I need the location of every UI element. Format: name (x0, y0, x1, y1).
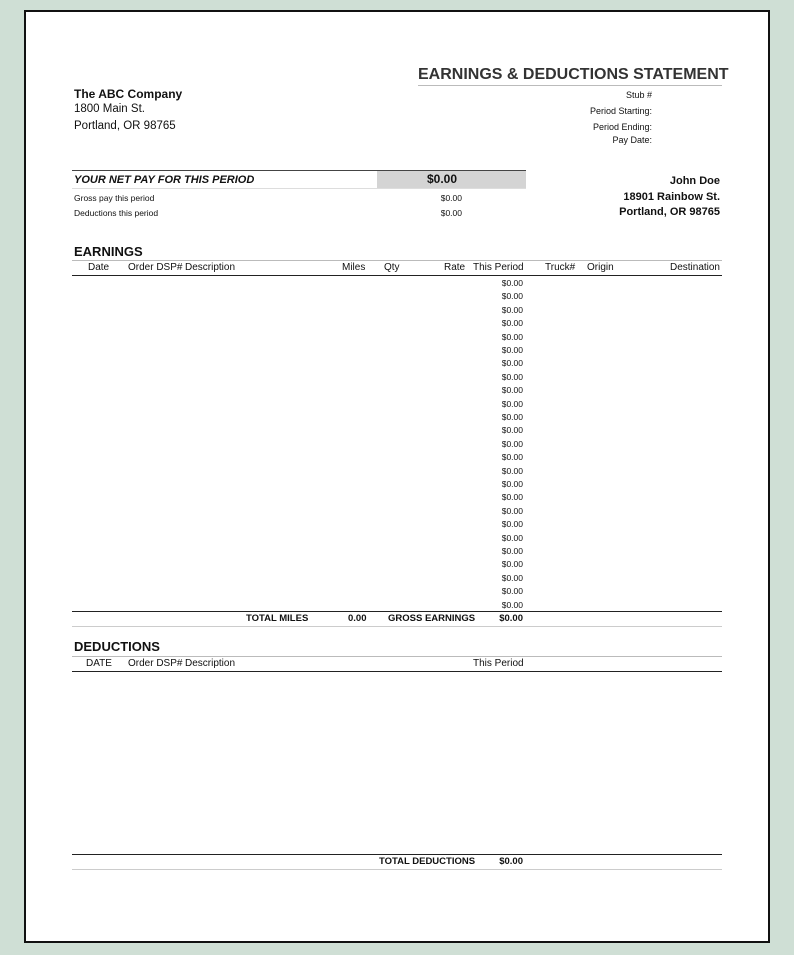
net-pay-value: $0.00 (426, 172, 458, 186)
title-divider (418, 85, 722, 86)
earnings-header-bottom-rule (72, 275, 722, 276)
company-address-line1: 1800 Main St. (74, 103, 145, 115)
deductions-period-value: $0.00 (440, 208, 462, 218)
earnings-this-period-amount: $0.00 (501, 345, 523, 355)
earnings-col-date: Date (88, 262, 110, 273)
earnings-total-bottom-rule (72, 626, 722, 627)
total-deductions-label: TOTAL DEDUCTIONS (379, 856, 476, 867)
statement-title: EARNINGS & DEDUCTIONS STATEMENT (418, 66, 729, 83)
earnings-this-period-amount: $0.00 (501, 278, 523, 288)
deductions-total-top-rule (72, 854, 722, 855)
earnings-this-period-amount: $0.00 (501, 559, 523, 570)
earnings-this-period-amount: $0.00 (501, 291, 523, 302)
earnings-this-period-amount: $0.00 (501, 532, 523, 543)
earnings-this-period-amount: $0.00 (501, 586, 523, 597)
earnings-header-top-rule (72, 260, 722, 261)
earnings-this-period-amount: $0.00 (501, 398, 523, 409)
employee-address-line1: 18901 Rainbow St. (623, 191, 720, 203)
earnings-col-miles: Miles (342, 262, 366, 273)
gross-earnings-label: GROSS EARNINGS (388, 613, 476, 624)
gross-pay-label: Gross pay this period (74, 193, 155, 203)
earnings-this-period-amount: $0.00 (501, 358, 523, 369)
total-miles-label: TOTAL MILES (246, 613, 309, 624)
earnings-this-period-amount: $0.00 (501, 465, 523, 476)
earnings-this-period-amount: $0.00 (501, 331, 523, 342)
earnings-col-destination: Destination (669, 262, 720, 273)
earnings-this-period-amount: $0.00 (501, 425, 523, 436)
earnings-this-period-amount: $0.00 (501, 385, 523, 396)
earnings-col-order: Order DSP# (128, 262, 183, 273)
total-miles-value: 0.00 (348, 613, 367, 624)
pay-date-label: Pay Date: (612, 135, 652, 145)
deductions-header-bottom-rule (72, 671, 722, 672)
earnings-this-period-amount: $0.00 (501, 452, 523, 463)
earnings-col-this-period: This Period (473, 262, 524, 273)
deductions-col-order: Order DSP# (128, 658, 183, 669)
stub-number-label: Stub # (625, 90, 652, 100)
total-deductions-value: $0.00 (499, 856, 523, 867)
earnings-this-period-amount: $0.00 (501, 479, 523, 489)
period-ending-label: Period Ending: (592, 122, 652, 132)
deductions-period-label: Deductions this period (74, 208, 159, 218)
earnings-this-period-amount: $0.00 (501, 438, 523, 449)
pay-stub-sheet (24, 10, 770, 943)
deductions-total-bottom-rule (72, 869, 722, 870)
period-starting-label: Period Starting: (589, 106, 652, 116)
earnings-this-period-amount: $0.00 (501, 318, 523, 329)
earnings-col-origin: Origin (587, 262, 614, 273)
earnings-this-period-amount: $0.00 (501, 519, 523, 530)
employee-address-line2: Portland, OR 98765 (619, 206, 720, 218)
earnings-col-description: Description (185, 262, 236, 273)
company-address-line2: Portland, OR 98765 (74, 120, 176, 132)
earnings-this-period-amount: $0.00 (501, 371, 523, 382)
net-pay-label: YOUR NET PAY FOR THIS PERIOD (74, 174, 255, 186)
earnings-section-title: EARNINGS (74, 244, 143, 259)
company-name: The ABC Company (74, 87, 183, 101)
net-pay-bottom-rule (72, 188, 526, 189)
earnings-this-period-amount: $0.00 (501, 505, 523, 516)
deductions-col-this-period: This Period (473, 658, 524, 669)
earnings-col-truck: Truck# (545, 262, 576, 273)
earnings-col-rate: Rate (444, 262, 466, 273)
deductions-col-description: Description (185, 658, 236, 669)
earnings-this-period-amount: $0.00 (501, 546, 523, 556)
deductions-section-title: DEDUCTIONS (74, 639, 160, 654)
earnings-this-period-amount: $0.00 (501, 492, 523, 503)
employee-name: John Doe (669, 175, 720, 187)
gross-earnings-value: $0.00 (499, 613, 523, 624)
earnings-this-period-amount: $0.00 (501, 304, 523, 315)
gross-pay-value: $0.00 (440, 193, 462, 203)
deductions-header-top-rule (72, 656, 722, 657)
deductions-col-date: DATE (86, 658, 112, 669)
earnings-this-period-amount: $0.00 (501, 412, 523, 422)
earnings-total-top-rule (72, 611, 722, 612)
earnings-this-period-amount: $0.00 (501, 572, 523, 583)
earnings-this-period-amount: $0.00 (501, 599, 523, 610)
earnings-col-qty: Qty (384, 262, 400, 273)
